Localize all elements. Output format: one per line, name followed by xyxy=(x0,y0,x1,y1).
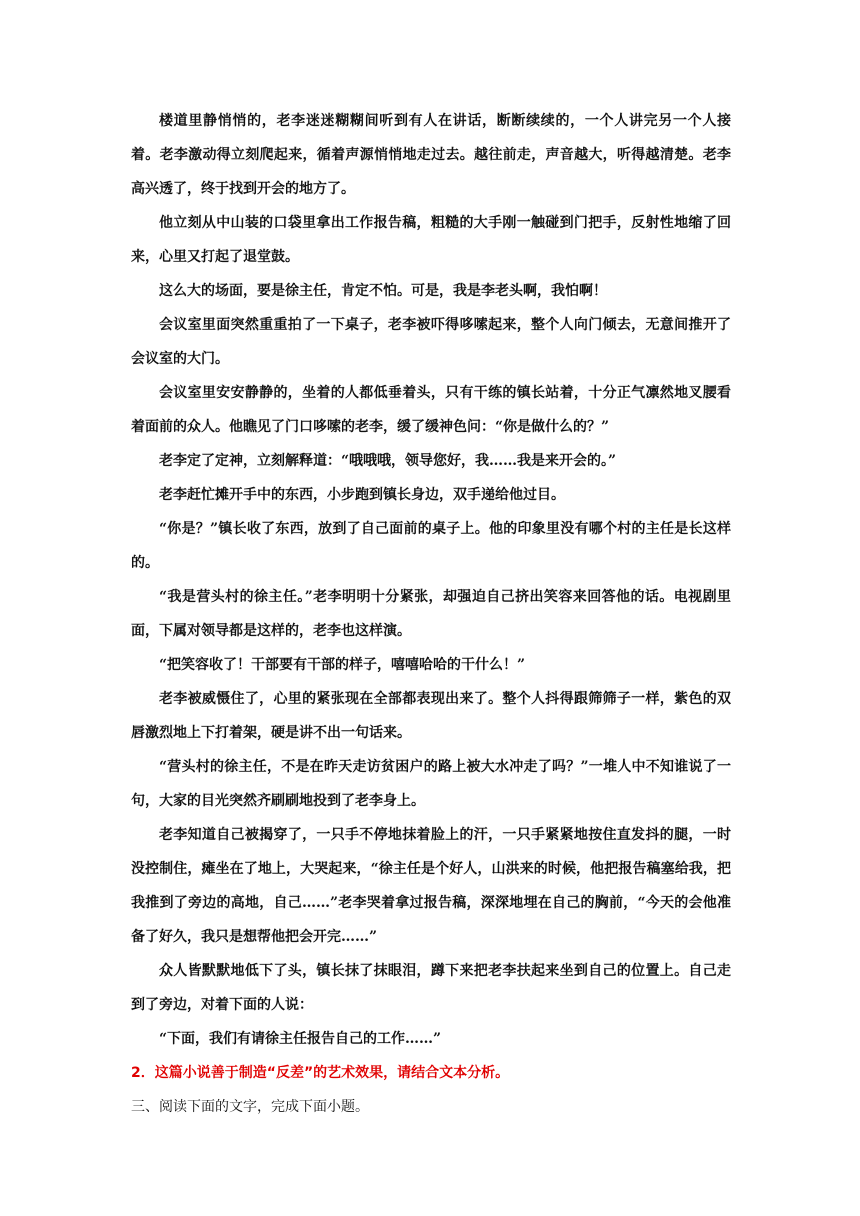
story-paragraph: 会议室里面突然重重拍了一下桌子，老李被吓得哆嗦起来，整个人向门倾去，无意间推开了会议室的大门。 xyxy=(131,317,731,367)
story-paragraph: 楼道里静悄悄的，老李迷迷糊糊间听到有人在讲话，断断续续的，一个人讲完另一个人接着。老李激动得立刻爬起来，循着声源悄悄地走过去。越往前走，声音越大，听得越清楚。老李高兴透了，终于找到开会的地方了。 xyxy=(131,113,731,197)
story-paragraph: 会议室里安安静静的，坐着的人都低垂着头，只有干练的镇长站着，十分正气凛然地叉腰看着面前的众人。他瞧见了门口哆嗦的老李，缓了缓神色问：“你是做什么的？” xyxy=(131,385,731,435)
story-paragraph: 这么大的场面，要是徐主任，肯定不怕。可是，我是李老头啊，我怕啊！ xyxy=(159,283,607,299)
story-paragraph: 老李赶忙摊开手中的东西，小步跑到镇长身边，双手递给他过目。 xyxy=(159,487,565,503)
story-paragraph: 老李被威慑住了，心里的紧张现在全部都表现出来了。整个人抖得跟筛筛子一样，紫色的双唇激烈地上下打着架，硬是讲不出一句话来。 xyxy=(131,691,731,741)
story-paragraph: 老李定了定神，立刻解释道：“哦哦哦，领导您好，我……我是来开会的。” xyxy=(159,453,617,469)
story-paragraph: “把笑容收了！干部要有干部的样子，嘻嘻哈哈的干什么！” xyxy=(159,657,526,673)
story-paragraph: 众人皆默默地低下了头，镇长抹了抹眼泪，蹲下来把老李扶起来坐到自己的位置上。自己走到了旁边，对着下面的人说： xyxy=(131,963,731,1013)
story-paragraph: “下面，我们有请徐主任报告自己的工作……” xyxy=(159,1031,442,1047)
document-page xyxy=(131,104,731,1124)
story-paragraph: “你是？”镇长收了东西，放到了自己面前的桌子上。他的印象里没有哪个村的主任是长这样的。 xyxy=(131,521,731,571)
question-prompt: 2．这篇小说善于制造“反差”的艺术效果，请结合文本分析。 xyxy=(131,1065,510,1081)
story-paragraph: “营头村的徐主任，不是在昨天走访贫困户的路上被大水冲走了吗？”一堆人中不知谁说了一句，大家的目光突然齐刷刷地投到了老李身上。 xyxy=(131,759,731,809)
section-heading: 三、阅读下面的文字，完成下面小题。 xyxy=(131,1099,369,1115)
story-paragraph: 老李知道自己被揭穿了，一只手不停地抹着脸上的汗，一只手紧紧地按住直发抖的腿，一时没控制住，瘫坐在了地上，大哭起来，“徐主任是个好人，山洪来的时候，他把报告稿塞给我，把我推到了旁边的高地，自己……”老李哭着拿过报告稿，深深地埋在自己的胸前，“今天的会他准备了好久，我只是想帮他把会开完……” xyxy=(131,827,731,945)
story-paragraph: 他立刻从中山装的口袋里拿出工作报告稿，粗糙的大手刚一触碰到门把手，反射性地缩了回来，心里又打起了退堂鼓。 xyxy=(131,215,731,265)
story-paragraph: “我是营头村的徐主任。”老李明明十分紧张，却强迫自己挤出笑容来回答他的话。电视剧里面，下属对领导都是这样的，老李也这样演。 xyxy=(131,589,731,639)
